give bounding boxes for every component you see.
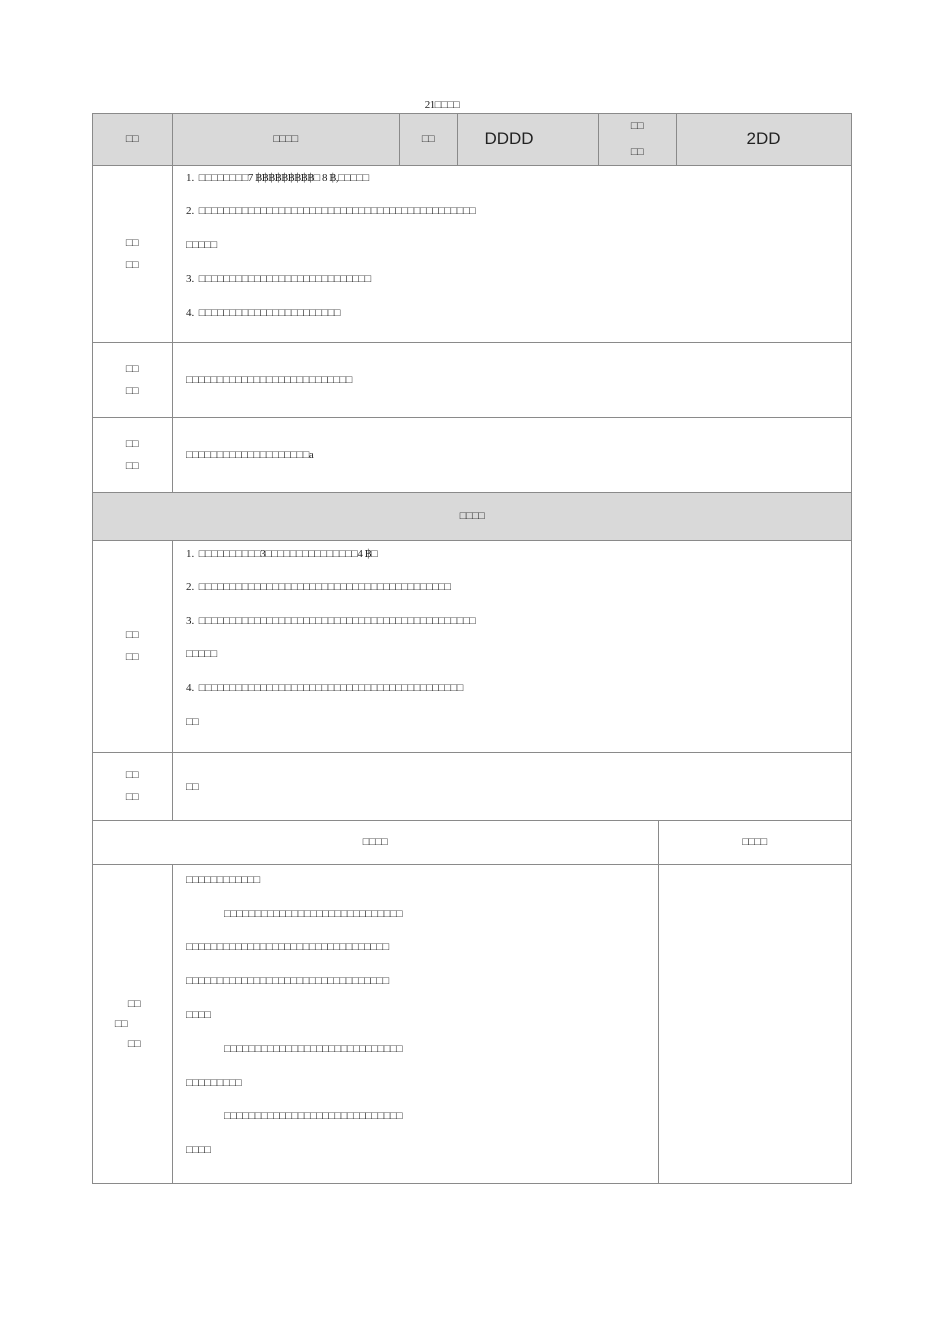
row-4-line-3: 3. □□□□□□□□□□□□□□□□□□□□□□□□□□□□□□□□□□□□□□□□□□□□□	[186, 615, 476, 627]
row-1-line-2: 2. □□□□□□□□□□□□□□□□□□□□□□□□□□□□□□□□□□□□□□□□□□□□□	[186, 205, 476, 217]
row-4-line-2: 2. □□□□□□□□□□□□□□□□□□□□□□□□□□□□□□□□□□□□□□□□□	[186, 581, 451, 593]
row-3-label-b: □□	[125, 459, 139, 472]
table-border	[172, 113, 173, 493]
table-border	[172, 864, 173, 1184]
row-1-label-a: □□	[125, 236, 139, 249]
row-4-label	[92, 540, 172, 752]
row-1-line-5: 4. □□□□□□□□□□□□□□□□□□□□□□□	[186, 307, 341, 319]
row-4-line-5: 4. □□□□□□□□□□□□□□□□□□□□□□□□□□□□□□□□□□□□□□□□□□□	[186, 682, 463, 694]
header-cell-6: 2DD	[746, 129, 781, 148]
row-4-label-a: □□	[125, 629, 139, 641]
table-border	[92, 1183, 852, 1184]
table-border	[92, 752, 852, 753]
row-1-line-4: 3. □□□□□□□□□□□□□□□□□□□□□□□□□□□□	[186, 273, 371, 285]
row-5-label-a: □□	[125, 769, 139, 781]
header-cell-5-line-1: □□	[630, 120, 644, 132]
row-6-line-4: □□□□□□□□□□□□□□□□□□□□□□□□□□□□□□□□□	[186, 975, 389, 987]
row-6-line-9: □□□□	[186, 1144, 211, 1156]
row-4-line-4: □□□□□	[186, 648, 217, 660]
subheader-left: □□□□	[362, 836, 388, 848]
subheader-right: □□□□	[742, 836, 767, 848]
section-header: □□□□	[459, 510, 485, 522]
table-border	[92, 342, 852, 343]
row-6-line-7: □□□□□□□□□	[186, 1077, 242, 1089]
row-2-label	[92, 342, 172, 417]
document-caption: 21□□□□	[424, 99, 460, 111]
header-cell-4: DDDD	[484, 129, 534, 148]
row-6-label-c: □□	[127, 1037, 141, 1050]
table-border	[658, 820, 659, 1184]
row-4-line-1: 1. □□□□□□□□□□3□□□□□□□□□□□□□□□4 ฿□	[186, 548, 378, 560]
row-4-label-b: □□	[125, 651, 139, 663]
row-6-line-3: □□□□□□□□□□□□□□□□□□□□□□□□□□□□□□□□□	[186, 941, 389, 953]
row-6-label-a: □□	[127, 997, 141, 1010]
table-border	[851, 113, 852, 1184]
row-6-label-b: □□	[114, 1017, 128, 1030]
row-4-line-6: □□	[186, 716, 199, 728]
header-cell-2: □□□□	[273, 133, 298, 145]
row-6-line-5: □□□□	[186, 1009, 211, 1021]
row-2-text: □□□□□□□□□□□□□□□□□□□□□□□□□□□	[186, 374, 352, 386]
row-1-label-b: □□	[125, 258, 139, 271]
row-2-label-b: □□	[125, 384, 139, 397]
row-6-line-1: □□□□□□□□□□□□	[186, 874, 260, 886]
table-border	[92, 864, 852, 865]
header-cell-1: □□	[125, 133, 139, 145]
row-1-label	[92, 165, 172, 342]
row-1-line-3: □□□□□	[186, 239, 217, 251]
header-cell-5-line-2: □□	[630, 146, 644, 158]
row-2-label-a: □□	[125, 362, 139, 375]
row-1-line-1: 1. □□□□□□□□7 ฿฿฿฿฿฿฿฿฿□ 8 ฿,□□□□□	[186, 172, 369, 184]
row-3-label-a: □□	[125, 437, 139, 450]
row-5-label-b: □□	[125, 791, 139, 803]
table-border	[172, 540, 173, 821]
row-6-label	[92, 864, 172, 1183]
table-border	[92, 540, 852, 541]
header-cell-5	[598, 113, 676, 165]
row-6-line-8: □□□□□□□□□□□□□□□□□□□□□□□□□□□□□	[224, 1110, 403, 1122]
row-5-text: □□	[186, 781, 199, 793]
table-border	[92, 165, 852, 166]
row-6-line-6: □□□□□□□□□□□□□□□□□□□□□□□□□□□□□	[224, 1043, 403, 1055]
row-5-label	[92, 752, 172, 820]
header-cell-3: □□	[421, 133, 435, 145]
row-3-text: □□□□□□□□□□□□□□□□□□□□a	[186, 449, 314, 461]
row-3-label	[92, 417, 172, 492]
table-border	[92, 417, 852, 418]
row-6-line-2: □□□□□□□□□□□□□□□□□□□□□□□□□□□□□	[224, 908, 403, 920]
